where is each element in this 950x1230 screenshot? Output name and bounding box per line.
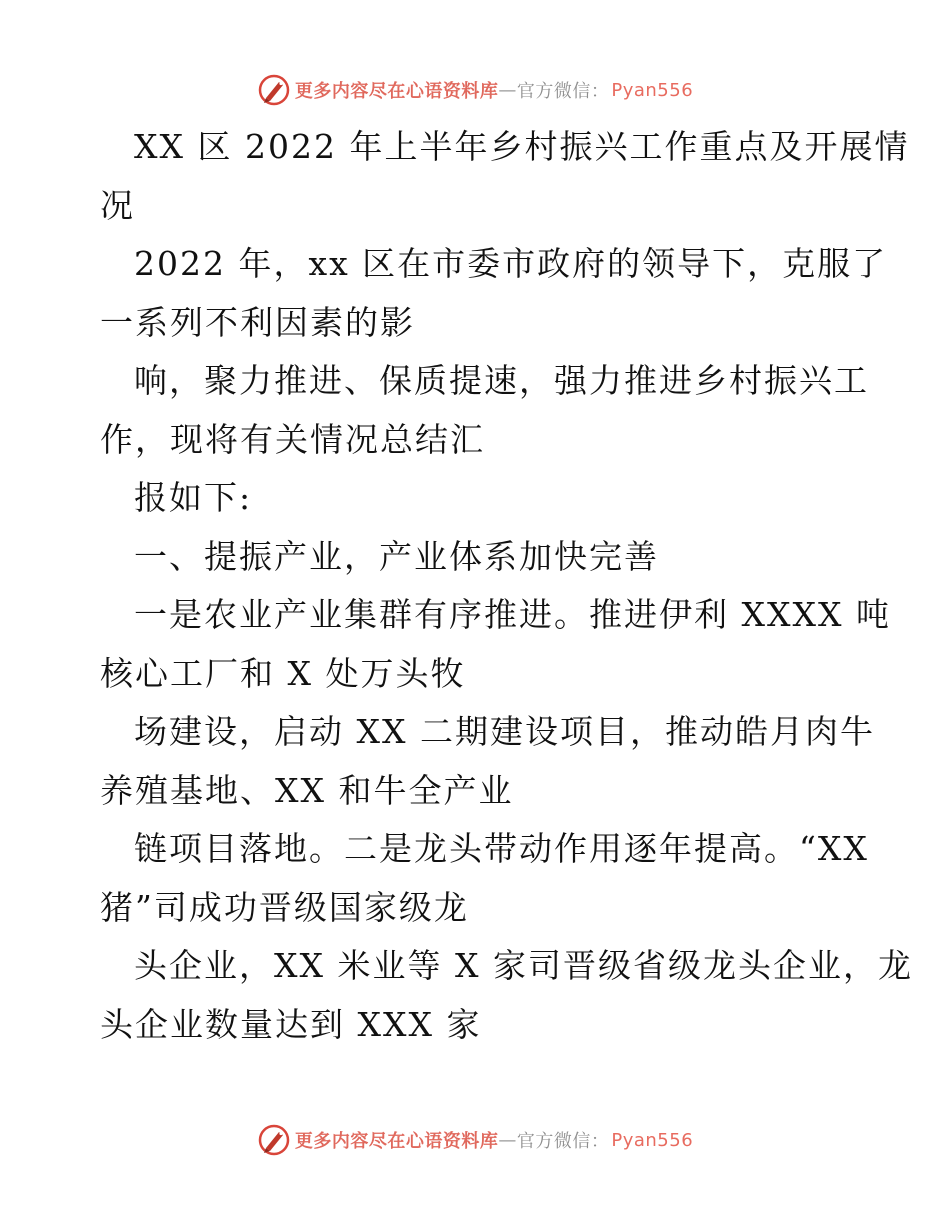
watermark-wechat-id: Pyan556 — [611, 79, 694, 101]
paragraph-line: 一是农业产业集群有序推进。推进伊利 XXXX 吨 — [134, 595, 891, 634]
watermark-main-text: 更多内容尽在心语资料库 — [294, 81, 499, 102]
section-heading: 一、提振产业，产业体系加快完善 — [134, 536, 659, 576]
paragraph-line: 猪”司成功晋级国家级龙 — [100, 887, 469, 927]
paragraph-line: 头企业，XX 米业等 X 家司晋级省级龙头企业，龙 — [134, 946, 913, 985]
watermark-footer — [0, 1120, 950, 1160]
paragraph-line: 2022 年，xx 区在市委市政府的领导下，克服了 — [134, 244, 888, 283]
pen-logo-icon — [257, 1123, 291, 1157]
paragraph-line: 一系列不利因素的影 — [100, 302, 415, 342]
paragraph-line: 头企业数量达到 XXX 家 — [100, 1004, 482, 1044]
paragraph-line: 养殖基地、XX 和牛全产业 — [100, 770, 514, 810]
watermark-header — [0, 70, 950, 110]
paragraph-line: 响，聚力推进、保质提速，强力推进乡村振兴工 — [134, 361, 869, 400]
watermark-main-text: 更多内容尽在心语资料库 — [294, 1131, 499, 1152]
watermark-dash: — — [498, 1129, 517, 1151]
document-body — [100, 118, 913, 1054]
watermark-sub-text: 官方微信： — [516, 81, 610, 102]
paragraph-line: 核心工厂和 X 处万头牧 — [100, 653, 466, 693]
document-title-line-2: 况 — [100, 185, 135, 225]
watermark-wechat-id: Pyan556 — [611, 1129, 694, 1151]
paragraph-line: 场建设，启动 XX 二期建设项目，推动皓月肉牛 — [134, 712, 875, 751]
document-title-line-1: XX 区 2022 年上半年乡村振兴工作重点及开展情 — [134, 127, 910, 166]
watermark-dash: — — [498, 79, 517, 101]
paragraph-line: 报如下: — [134, 478, 253, 517]
pen-logo-icon — [257, 73, 291, 107]
paragraph-line: 作，现将有关情况总结汇 — [100, 419, 485, 459]
watermark-sub-text: 官方微信： — [516, 1131, 610, 1152]
paragraph-line: 链项目落地。二是龙头带动作用逐年提高。“XX — [134, 829, 869, 868]
